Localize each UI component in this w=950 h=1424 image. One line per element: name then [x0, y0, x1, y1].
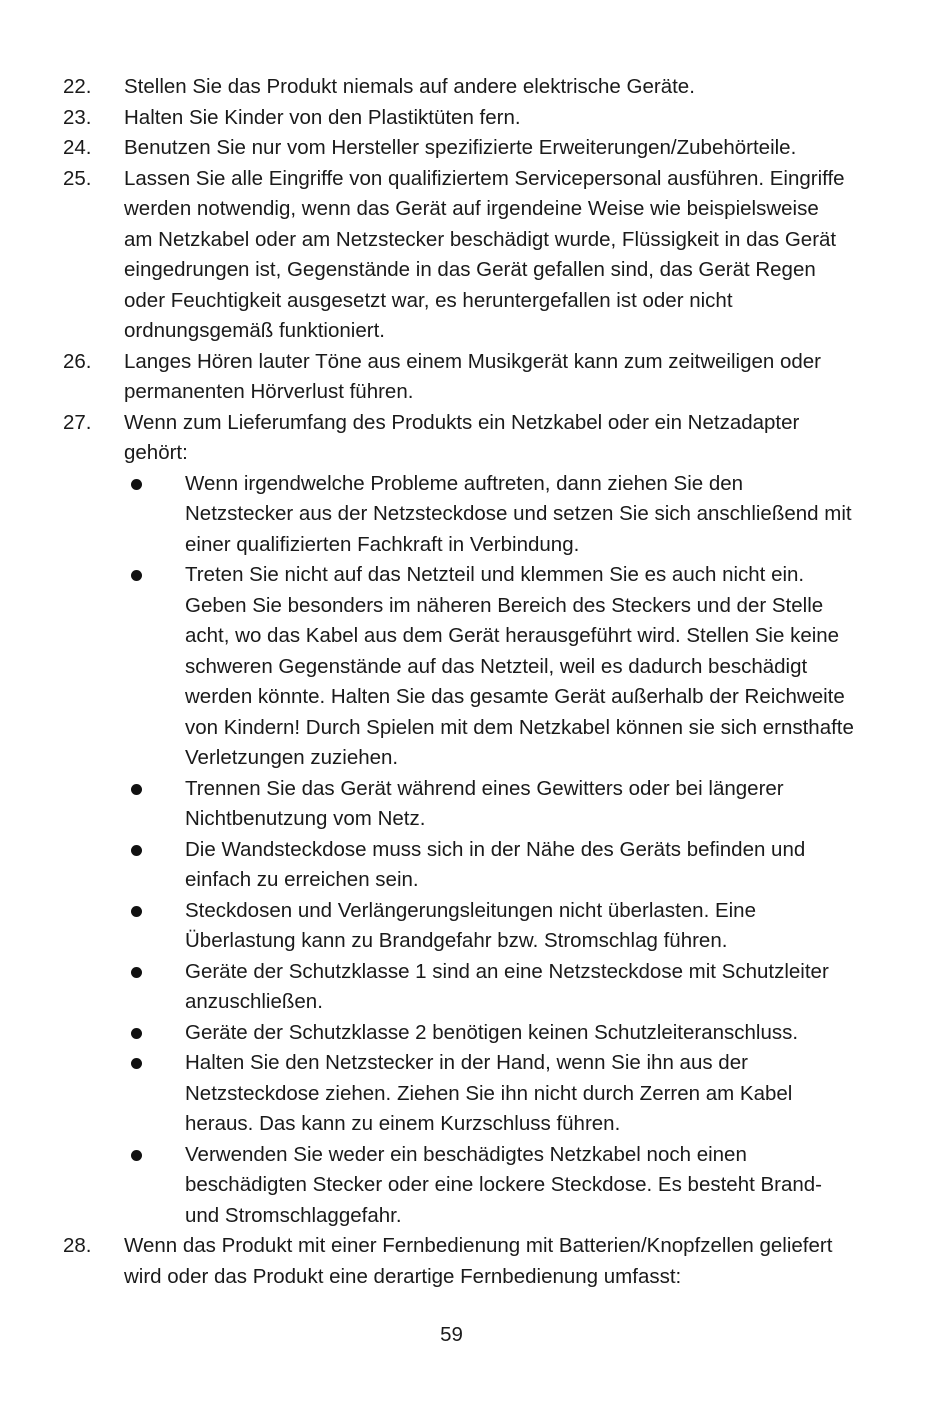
- list-item: [0, 103, 950, 134]
- bullet-dot-icon: [131, 784, 142, 795]
- document-page: [0, 72, 950, 1292]
- bullet-text: Die Wandsteckdose muss sich in der Nähe des Geräts befinden und einfach zu erreichen sein.: [185, 837, 806, 891]
- item-number: 25.: [63, 166, 92, 190]
- bullet-item: [124, 469, 856, 561]
- bullet-item: [124, 1018, 856, 1049]
- item-text: Lassen Sie alle Eingriffe von qualifiziertem Servicepersonal ausführen. Eingriffe werden notwendig, wenn das Gerät auf irgendeine Weise wie beispielsweise am Netzkabel oder am Netzstecker beschädigt wurde, Flüssigkeit in das Gerät eingedrungen ist, Gegenstände in das Gerät gefallen sind, das Gerät Regen oder Feuchtigkeit ausgesetzt war, es heruntergefallen ist oder nicht ordnungsgemäß funktioniert.: [124, 166, 845, 342]
- item-number: 22.: [63, 75, 92, 98]
- list-item: [0, 408, 950, 1232]
- bullet-item: [124, 1140, 856, 1232]
- item-text: Stellen Sie das Produkt niemals auf andere elektrische Geräte.: [124, 75, 695, 98]
- bullet-dot-icon: [131, 967, 142, 978]
- bullet-text: Halten Sie den Netzstecker in der Hand, wenn Sie ihn aus der Netzsteckdose ziehen. Ziehen Sie ihn nicht durch Zerren am Kabel heraus. Das kann zu einem Kurzschluss führen.: [185, 1051, 793, 1135]
- item-text: Wenn das Produkt mit einer Fernbedienung mit Batterien/Knopfzellen geliefert wird oder das Produkt eine derartige Fernbedienung umfasst:: [124, 1234, 833, 1288]
- list-item: [0, 1231, 950, 1292]
- list-item: [0, 164, 950, 347]
- bullet-text: Verwenden Sie weder ein beschädigtes Netzkabel noch einen beschädigten Stecker oder eine lockere Steckdose. Es besteht Brand- und Stromschlaggefahr.: [185, 1142, 823, 1227]
- bullet-item: [124, 835, 856, 896]
- list-item: [0, 347, 950, 408]
- bullet-dot-icon: [131, 479, 142, 490]
- item-text: Halten Sie Kinder von den Plastiktüten fern.: [124, 105, 521, 129]
- bullet-item: [124, 896, 856, 957]
- bullet-item: [124, 957, 856, 1018]
- bullet-text: Trennen Sie das Gerät während eines Gewitters oder bei längerer Nichtbenutzung vom Netz.: [185, 776, 784, 830]
- bullet-item: [124, 774, 856, 835]
- bullet-item: [124, 560, 856, 774]
- bullet-text: Steckdosen und Verlängerungsleitungen nicht überlasten. Eine Überlastung kann zu Brandgefahr bzw. Stromschlag führen.: [185, 898, 756, 952]
- bullet-dot-icon: [131, 1028, 142, 1039]
- bullet-text: Wenn irgendwelche Probleme auftreten, dann ziehen Sie den Netzstecker aus der Netzsteckdose und setzen Sie sich anschließend mit einer qualifizierten Fachkraft in Verbindung.: [185, 471, 852, 556]
- list-item: [0, 72, 950, 103]
- page-number: 59: [440, 1323, 463, 1346]
- bullet-dot-icon: [131, 845, 142, 856]
- bullet-dot-icon: [131, 1150, 142, 1161]
- bullet-text: Treten Sie nicht auf das Netzteil und klemmen Sie es auch nicht ein. Geben Sie besonders im näheren Bereich des Steckers und der Stelle acht, wo das Kabel aus dem Gerät herausgeführt wird. Stellen Sie keine schweren Gegenstände auf das Netzteil, weil es dadurch beschädigt werden könnte. Halten Sie das gesamte Gerät außerhalb der Reichweite von Kindern! Durch Spielen mit dem Netzkabel können sie sich ernsthafte Verletzungen zuziehen.: [185, 563, 854, 769]
- bullet-item: [124, 1048, 856, 1140]
- item-number: 27.: [63, 410, 92, 434]
- bullet-dot-icon: [131, 1058, 142, 1069]
- item-number: 26.: [63, 349, 92, 373]
- list-item: [0, 133, 950, 164]
- bullet-text: Geräte der Schutzklasse 2 benötigen keinen Schutzleiteranschluss.: [185, 1020, 799, 1044]
- bullet-dot-icon: [131, 906, 142, 917]
- item-number: 24.: [63, 136, 92, 159]
- item-number: 23.: [63, 105, 92, 129]
- bullet-list: [124, 469, 854, 1232]
- item-number: 28.: [63, 1234, 92, 1257]
- item-text: Langes Hören lauter Töne aus einem Musikgerät kann zum zeitweiligen oder permanenten Hörverlust führen.: [124, 349, 822, 403]
- bullet-text: Geräte der Schutzklasse 1 sind an eine Netzsteckdose mit Schutzleiter anzuschließen.: [185, 959, 829, 1013]
- item-text: Benutzen Sie nur vom Hersteller spezifizierte Erweiterungen/Zubehörteile.: [124, 136, 797, 159]
- item-text: Wenn zum Lieferumfang des Produkts ein Netzkabel oder ein Netzadapter gehört:: [124, 410, 800, 464]
- bullet-dot-icon: [131, 570, 142, 581]
